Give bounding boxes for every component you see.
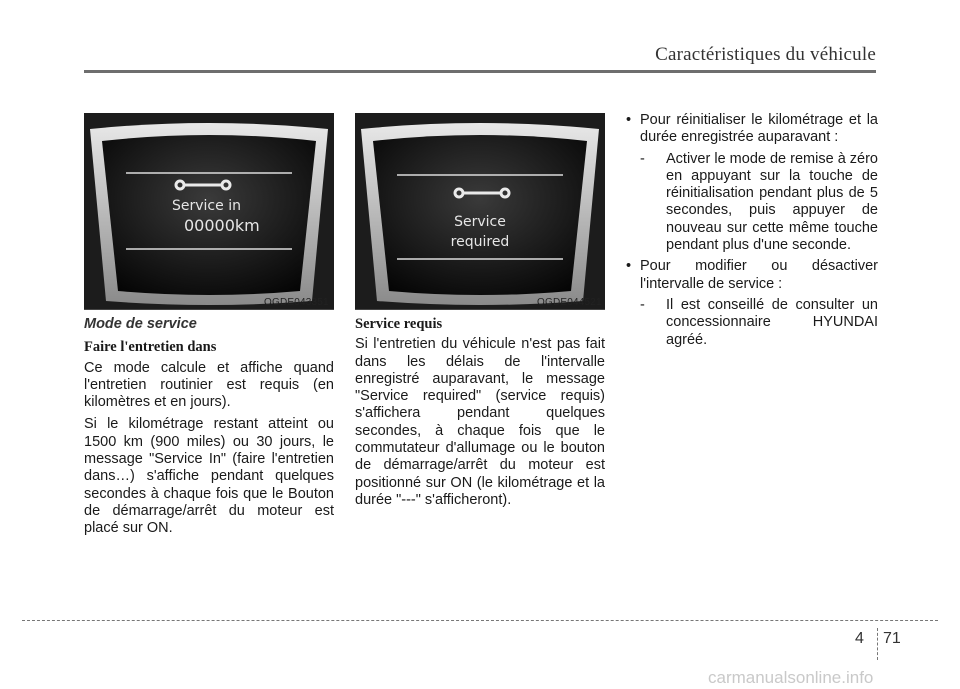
list-item xyxy=(626,258,878,293)
service-required-display-illustration xyxy=(355,113,605,309)
sub-list-item-text: Il est conseillé de consulter un concessionnaire HYUNDAI agréé. xyxy=(666,296,878,348)
service-in-display-illustration xyxy=(84,113,334,309)
display-line-2: 00000km xyxy=(184,216,260,235)
paragraph: Ce mode calcule et affiche quand l'entretien routinier est requis (en kilomètres et en jours). xyxy=(84,359,334,411)
column-service-mode xyxy=(84,316,334,543)
service-required-figure xyxy=(355,113,605,309)
sub-list-item-text: Activer le mode de remise à zéro en appuyant sur la touche de réinitialisation pendant plus de 5 secondes, puis appuyer de nouveau sur cette même touche pendant plus d'une seconde. xyxy=(666,150,878,254)
paragraph: Si le kilométrage restant atteint ou 1500 km (900 miles) ou 30 jours, le message "Service In" (faire l'entretien dans…) s'affiche pendant quelques secondes à chaque fois que le Bouton de démarrage/arrêt du moteur est placé sur ON. xyxy=(84,416,334,537)
chapter-number: 4 xyxy=(855,630,864,647)
display-line-1: Service in xyxy=(172,198,241,214)
list-item-text: Pour modifier ou désactiver l'intervalle de service : xyxy=(640,258,878,292)
figure-rule xyxy=(84,309,334,310)
column-reset-instructions xyxy=(626,112,878,353)
sub-list-item xyxy=(640,297,878,349)
section-heading: Service requis xyxy=(355,316,443,332)
figure-code: OGDE043351 xyxy=(264,297,329,308)
display-line-2: required xyxy=(450,234,510,250)
watermark: carmanualsonline.info xyxy=(708,668,874,687)
list-item-text: Pour réinitialiser le kilométrage et la durée enregistrée auparavant : xyxy=(640,112,878,146)
footer-divider xyxy=(877,628,878,660)
figure-code: OGDE044521 xyxy=(537,297,602,308)
column-service-required xyxy=(355,316,605,514)
list-item xyxy=(626,112,878,147)
page-number: 71 xyxy=(883,630,901,647)
section-subheading: Mode de service xyxy=(84,316,197,332)
sub-list-item xyxy=(640,151,878,255)
paragraph: Si l'entretien du véhicule n'est pas fait dans les délais de l'intervalle enregistré auparavant, le message "Service required" (service requis) s'affichera pendant quelques secondes, à chaque fois que le commutateur d'allumage ou le bouton de démarrage/arrêt du moteur est positionné sur ON (le kilométrage et la durée "---" s'afficheront). xyxy=(355,336,605,508)
footer-rule xyxy=(22,620,938,621)
dash-mark: - xyxy=(640,296,645,313)
section-heading: Faire l'entretien dans xyxy=(84,339,217,356)
figure-rule xyxy=(355,309,605,310)
bullet-mark: • xyxy=(626,258,632,275)
service-in-figure xyxy=(84,113,334,309)
bullet-mark: • xyxy=(626,112,632,128)
header-title: Caractéristiques du véhicule xyxy=(655,44,876,65)
display-line-1: Service xyxy=(454,214,506,230)
header-rule xyxy=(84,70,876,73)
dash-mark: - xyxy=(640,150,645,167)
